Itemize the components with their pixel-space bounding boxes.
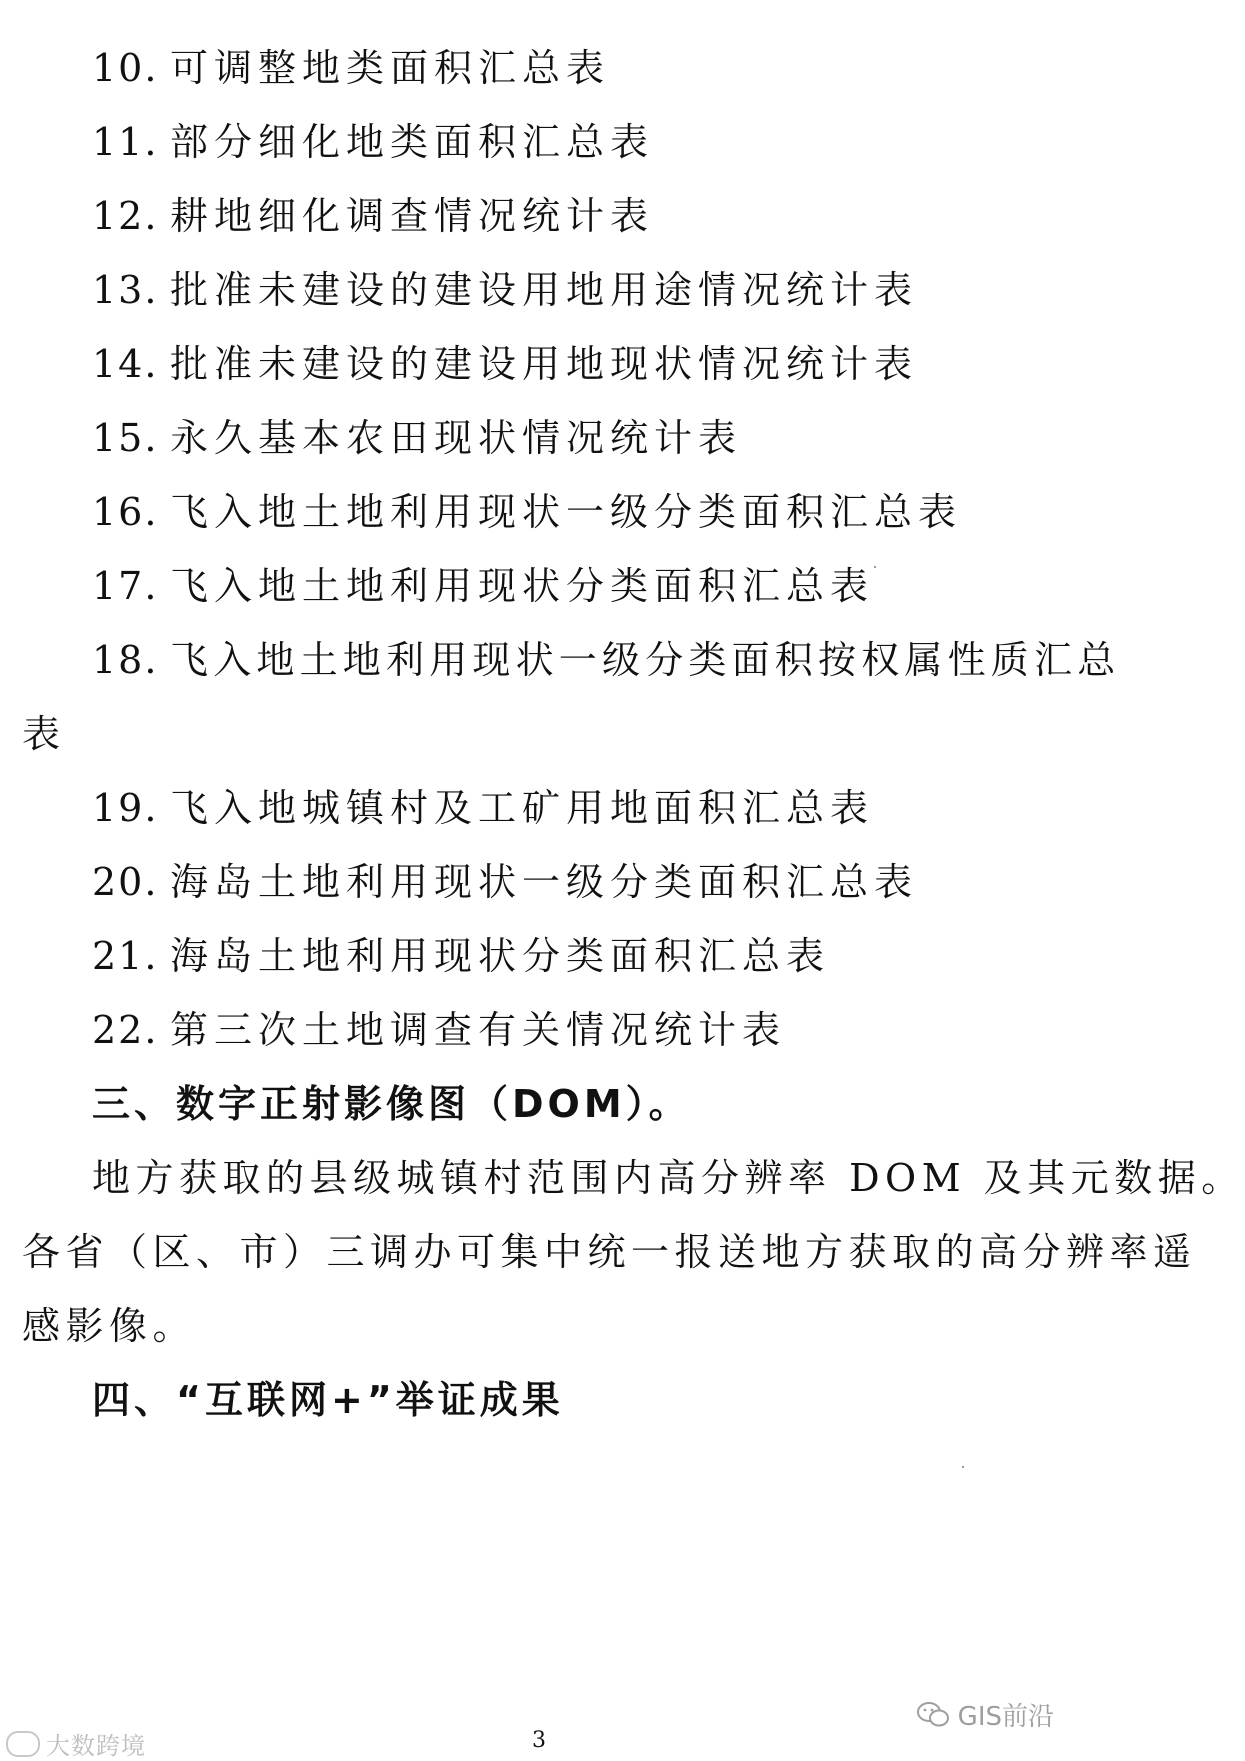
list-item-number: 20. xyxy=(92,860,159,904)
list-item-number: 10. xyxy=(92,46,159,90)
list-item-text: 批准未建设的建设用地现状情况统计表 xyxy=(170,342,919,386)
list-item-number: 22. xyxy=(92,1008,159,1052)
list-item-text: 批准未建设的建设用地用途情况统计表 xyxy=(170,268,919,312)
chat-bubble-icon xyxy=(6,1731,40,1757)
list-item-20 xyxy=(92,858,918,906)
page-number: 3 xyxy=(532,1728,546,1753)
paragraph-line: 感影像。 xyxy=(22,1304,197,1348)
list-item-14 xyxy=(92,340,918,388)
list-item-13 xyxy=(92,266,918,314)
list-item-text: 第三次土地调查有关情况统计表 xyxy=(170,1008,787,1052)
list-item-text: 飞入地土地利用现状分类面积汇总表 xyxy=(170,564,875,608)
scan-speck xyxy=(874,566,876,568)
list-item-text: 飞入地土地利用现状一级分类面积汇总表 xyxy=(170,490,963,534)
list-item-18-continuation xyxy=(22,710,66,758)
list-item-text: 表 xyxy=(22,712,67,756)
list-item-number: 11. xyxy=(92,120,159,164)
list-item-number: 21. xyxy=(92,934,159,978)
list-item-16 xyxy=(92,488,962,536)
list-item-text: 飞入地城镇村及工矿用地面积汇总表 xyxy=(170,786,875,830)
paragraph-line: 各省（区、市）三调办可集中统一报送地方获取的高分辨率遥 xyxy=(22,1230,1197,1274)
list-item-text: 海岛土地利用现状一级分类面积汇总表 xyxy=(170,860,919,904)
list-item-12 xyxy=(92,192,654,240)
list-item-11 xyxy=(92,118,654,166)
list-item-17 xyxy=(92,562,874,610)
list-item-text: 永久基本农田现状情况统计表 xyxy=(170,416,743,460)
list-item-19 xyxy=(92,784,874,832)
list-item-text: 耕地细化调查情况统计表 xyxy=(170,194,655,238)
watermark-right xyxy=(916,1696,1054,1733)
list-item-15 xyxy=(92,414,742,462)
list-item-text: 飞入地土地利用现状一级分类面积按权属性质汇总 xyxy=(170,638,1121,682)
list-item-number: 17. xyxy=(92,564,159,608)
list-item-number: 13. xyxy=(92,268,159,312)
list-item-number: 14. xyxy=(92,342,159,386)
list-item-number: 15. xyxy=(92,416,159,460)
scan-speck xyxy=(962,1466,964,1468)
list-item-text: 海岛土地利用现状分类面积汇总表 xyxy=(170,934,831,978)
list-item-22 xyxy=(92,1006,786,1054)
list-item-text: 部分细化地类面积汇总表 xyxy=(170,120,655,164)
list-item-10 xyxy=(92,44,610,92)
watermark-left-text: 大数跨境 xyxy=(46,1732,146,1760)
paragraph-line: 地方获取的县级城镇村范围内高分辨率 DOM 及其元数据。 xyxy=(92,1156,1245,1200)
section-heading-internet-plus: 四、“互联网+”举证成果 xyxy=(92,1378,564,1422)
list-item-18 xyxy=(92,636,1120,684)
list-item-21 xyxy=(92,932,830,980)
list-item-text: 可调整地类面积汇总表 xyxy=(170,46,611,90)
list-item-number: 18. xyxy=(92,638,159,682)
section-heading-dom: 三、数字正射影像图（DOM）。 xyxy=(92,1082,691,1126)
list-item-number: 16. xyxy=(92,490,159,534)
watermark-right-text: GIS前沿 xyxy=(957,1702,1054,1732)
wechat-icon xyxy=(916,1701,950,1729)
list-item-number: 19. xyxy=(92,786,159,830)
watermark-left xyxy=(6,1726,146,1761)
list-item-number: 12. xyxy=(92,194,159,238)
